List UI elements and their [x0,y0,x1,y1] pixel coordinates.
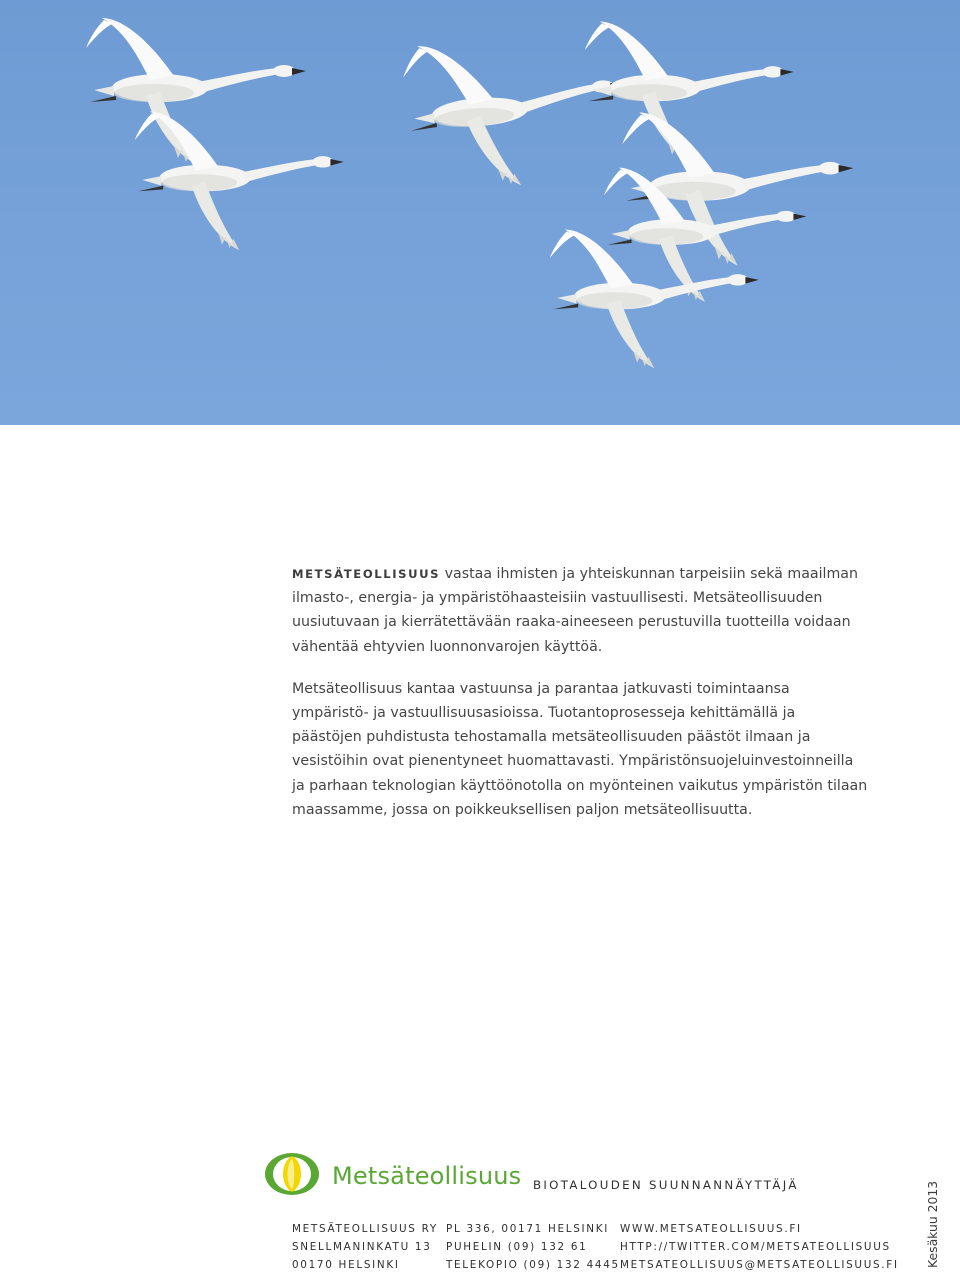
contact-line: PUHELIN (09) 132 61 [446,1241,588,1253]
address-line: METSÄTEOLLISUUS RY [292,1223,438,1235]
swan-3 [401,32,631,193]
email-link[interactable]: METSATEOLLISUUS@METSATEOLLISUUS.FI [620,1259,899,1271]
intro-text: vastaa ihmisten ja yhteiskunnan tarpeisiin sekä maailman ilmasto-, energia- ja ympäristöhaasteisiin vastuullisesti. Metsäteollisuuden uusiutuvaan ja kierrätettävään raaka-aineeseen perustuvilla tuotteilla voidaan vähentää ehtyvien luonnonvarojen käyttöä. [292,566,858,655]
logo-row [262,1150,882,1200]
address-line: SNELLMANINKATU 13 [292,1241,432,1253]
footer-address [292,1220,438,1274]
intro-paragraph [292,562,868,659]
logo-tagline: BIOTALOUDEN SUUNNANNÄYTTÄJÄ [533,1178,799,1192]
contact-line: PL 336, 00171 HELSINKI [446,1223,610,1235]
publication-date [903,1180,960,1270]
logo-wordmark: Metsäteollisuus [332,1162,522,1190]
footer-phone [446,1220,620,1274]
second-paragraph: Metsäteollisuus kantaa vastuunsa ja parantaa jatkuvasti toimintaansa ympäristö- ja vastuullisuusasioissa. Tuotantoprosesseja kehittämällä ja päästöjen puhdistusta tehostamalla metsäteollisuuden päästöt ilmaan ja vesistöihin ovat pienentyneet huomattavasti. Ympäristönsuojeluinvestoinneilla ja parhaan teknologian käyttöönotolla on myönteinen vaikutus ympäristön tilaan maassamme, jossa on poikkeuksellisen paljon metsäteollisuutta. [292,680,868,818]
contact-line: TELEKOPIO (09) 132 4445 [446,1259,620,1271]
hero-photo [0,0,960,425]
body-text [292,562,868,840]
swans-illustration [0,0,960,425]
intro-lead: METSÄTEOLLISUUS [292,567,441,581]
website-link[interactable]: WWW.METSATEOLLISUUS.FI [620,1223,802,1235]
twitter-link[interactable]: HTTP://TWITTER.COM/METSATEOLLISUUS [620,1241,891,1253]
footer-web [620,1220,899,1274]
metsateollisuus-logo-icon [262,1150,322,1198]
date-label: Kesäkuu 2013 [925,1180,940,1268]
address-line: 00170 HELSINKI [292,1259,400,1271]
swan-4 [585,21,794,160]
